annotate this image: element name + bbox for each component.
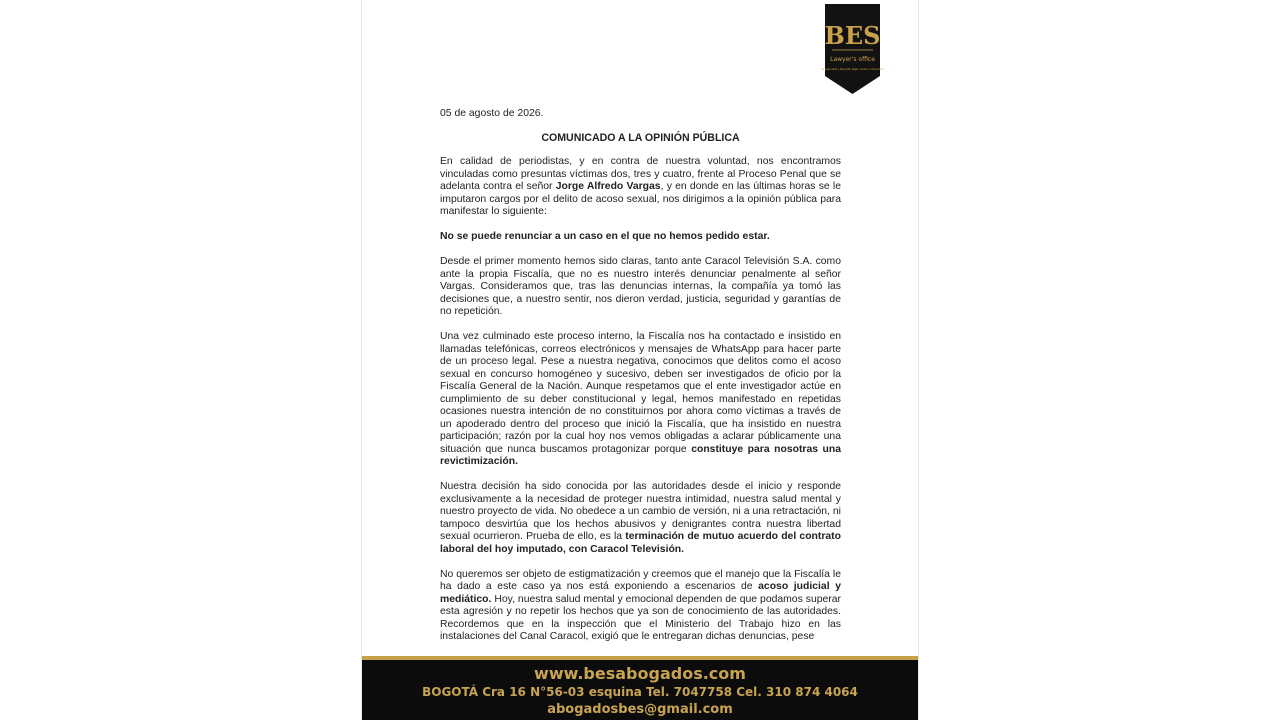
letter-title: COMUNICADO A LA OPINIÓN PÚBLICA [541,131,740,144]
letter-date: 05 de agosto de 2026. [440,108,544,119]
footer-website: www.besabogados.com [534,664,746,683]
logo-tagline: Su seguridad y bienestar legal, nuestro compromiso [821,68,884,71]
logo-subtitle: Lawyer's office [830,56,875,63]
footer-email: abogadosbes@gmail.com [547,702,733,717]
bes-logo-badge [821,4,884,94]
paragraph-2: Desde el primer momento hemos sido claras, tanto ante Caracol Televisión S.A. como ante la propia Fiscalía, que no es nuestro interés denunciar penalmente al señor Vargas. Consideramos que, tras las denuncias internas, la compañía ya tomó las decisiones que, a nuestro sentir, nos dieron verdad, justicia, seguridad y garantías de no repetición. [440,256,841,317]
bes-logo [821,4,884,94]
logo-text: BES [824,21,881,50]
letterhead-footer [362,656,918,720]
letter-page [362,0,918,720]
paragraph-3: Una vez culminado este proceso interno, la Fiscalía nos ha contactado e insistido en llamadas telefónicas, correos electrónicos y mensajes de WhatsApp para hacer parte de un proceso legal. Pese a nuestra negativa, conocimos que delitos como el acoso sexual en concurso homogéneo y sucesivo, deben ser investigados de oficio por la Fiscalía General de la Nación. Aunque respetamos que el ente investigador actúe en cumplimiento de su deber constitucional y legal, hemos manifestado en repetidas ocasiones nuestra intención de no constituirnos por ahora como víctimas a través de un apoderado dentro del proceso que inició la Fiscalía, que ha insistido en nuestra participación; razón por la cual hoy nos vemos obligadas a aclarar públicamente una situación que nunca buscamos protagonizar porque constituye para nosotras una revictimización. [440,331,841,467]
paragraph-intro: En calidad de periodistas, y en contra de nuestra voluntad, nos encontramos vinculadas como presuntas víctimas dos, tres y cuatro, frente al Proceso Penal que se adelanta contra el señor Jorge Alfredo Vargas, y en donde en las últimas horas se le imputaron cargos por el delito de acoso sexual, nos dirigimos a la opinión pública para manifestar lo siguiente: [440,156,841,217]
accused-name: Jorge Alfredo Vargas [555,181,661,192]
paragraph-5: No queremos ser objeto de estigmatización y creemos que el manejo que la Fiscalía le ha dado a este caso ya nos está exponiendo a escenarios de acoso judicial y mediático. Hoy, nuestra salud mental y emocional dependen de que podamos superar esta agresión y no repetir los hechos que ya son de conocimiento de las autoridades. Recordemos que en la inspección que el Ministerio del Trabajo hizo en las instalaciones del Canal Caracol, exigió que le entregaran dichas denuncias, pese [440,568,841,642]
paragraph-4: Nuestra decisión ha sido conocida por las autoridades desde el inicio y responde exclusivamente a la necesidad de proteger nuestra intimidad, nuestra salud mental y nuestro proyecto de vida. No obedece a un cambio de versión, ni a una retractación, ni tampoco desvirtúa que los hechos abusivos y denigrantes contra nuestra libertad sexual ocurrieron. Prueba de ello, es la terminación de mutuo acuerdo del contrato laboral del hoy imputado, con Caracol Televisión. [440,481,841,555]
paragraph-headline: No se puede renunciar a un caso en el que no hemos pedido estar. [440,231,770,242]
letter-body [440,108,841,656]
footer-address: BOGOTÁ Cra 16 N°56-03 esquina Tel. 7047758 Cel. 310 874 4064 [422,685,858,699]
